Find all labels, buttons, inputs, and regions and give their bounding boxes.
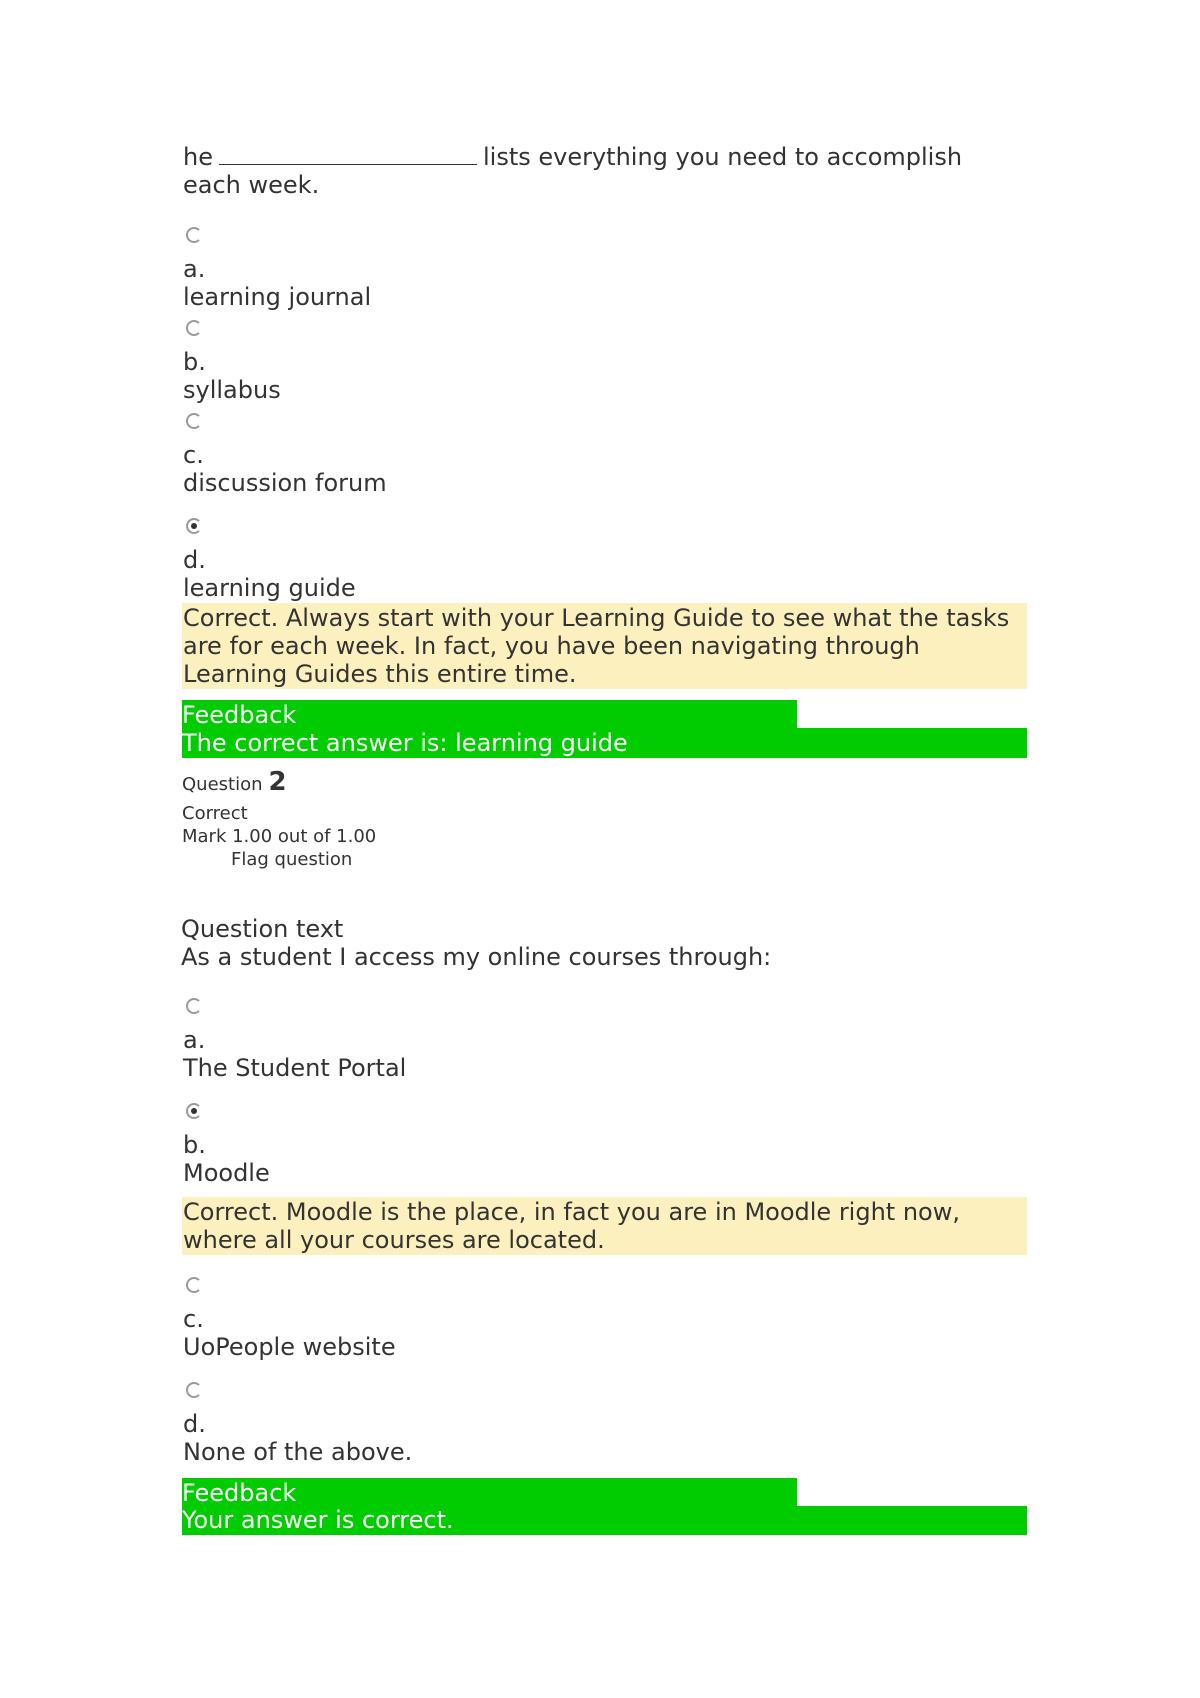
question-number: 2: [268, 767, 287, 797]
option-c-radio[interactable]: [186, 413, 202, 429]
q2-option-c-radio[interactable]: [186, 1277, 202, 1293]
question-number-label: [182, 767, 287, 797]
question-1-text: [183, 143, 962, 171]
fill-in-blank: [219, 144, 477, 165]
q2-option-a-letter: a.: [183, 1026, 206, 1054]
q2-option-b-letter: b.: [183, 1131, 206, 1159]
feedback-correct-answer: The correct answer is: learning guide: [182, 729, 628, 757]
q2-feedback-general: Your answer is correct.: [182, 1506, 454, 1534]
question-label: Question: [182, 774, 263, 795]
option-d-label[interactable]: learning guide: [183, 574, 356, 602]
q2-option-a-label[interactable]: The Student Portal: [183, 1054, 407, 1082]
question-state: Correct: [182, 803, 248, 824]
option-b-letter: b.: [183, 348, 206, 376]
radio-selected-dot: [191, 523, 197, 529]
question-2-text: As a student I access my online courses through:: [181, 943, 772, 971]
radio-selected-dot: [191, 1108, 197, 1114]
q2-specific-feedback-line: where all your courses are located.: [183, 1226, 605, 1254]
q2-option-b-radio-selected[interactable]: [186, 1103, 202, 1119]
q2-option-a-radio[interactable]: [186, 998, 202, 1014]
question-text-heading: Question text: [181, 915, 344, 943]
option-a-letter: a.: [183, 255, 206, 283]
question-1-text-line-2: each week.: [183, 171, 320, 199]
question-1-text-suffix: lists everything you need to accomplish: [482, 143, 963, 171]
option-a-radio[interactable]: [186, 227, 202, 243]
q2-option-b-label[interactable]: Moodle: [183, 1159, 270, 1187]
q2-option-c-label[interactable]: UoPeople website: [183, 1333, 396, 1361]
q2-option-d-radio[interactable]: [186, 1382, 202, 1398]
option-d-radio-selected[interactable]: [186, 518, 202, 534]
option-b-label[interactable]: syllabus: [183, 376, 281, 404]
q2-specific-feedback-line: Correct. Moodle is the place, in fact you are in Moodle right now,: [183, 1198, 960, 1226]
q2-option-c-letter: c.: [183, 1305, 204, 1333]
option-c-letter: c.: [183, 441, 204, 469]
flag-question-link[interactable]: Flag question: [231, 849, 353, 870]
option-a-label[interactable]: learning journal: [183, 283, 372, 311]
specific-feedback-line: Correct. Always start with your Learning Guide to see what the tasks: [183, 604, 1010, 632]
question-mark: Mark 1.00 out of 1.00: [182, 826, 377, 847]
option-d-letter: d.: [183, 546, 206, 574]
specific-feedback-line: are for each week. In fact, you have been navigating through: [183, 632, 920, 660]
q2-option-d-label[interactable]: None of the above.: [183, 1438, 413, 1466]
specific-feedback-line: Learning Guides this entire time.: [183, 660, 577, 688]
q2-option-d-letter: d.: [183, 1410, 206, 1438]
option-c-label[interactable]: discussion forum: [183, 469, 387, 497]
question-1-text-prefix: he: [183, 143, 213, 171]
q2-feedback-heading: Feedback: [182, 1479, 297, 1507]
option-b-radio[interactable]: [186, 320, 202, 336]
feedback-heading: Feedback: [182, 701, 297, 729]
